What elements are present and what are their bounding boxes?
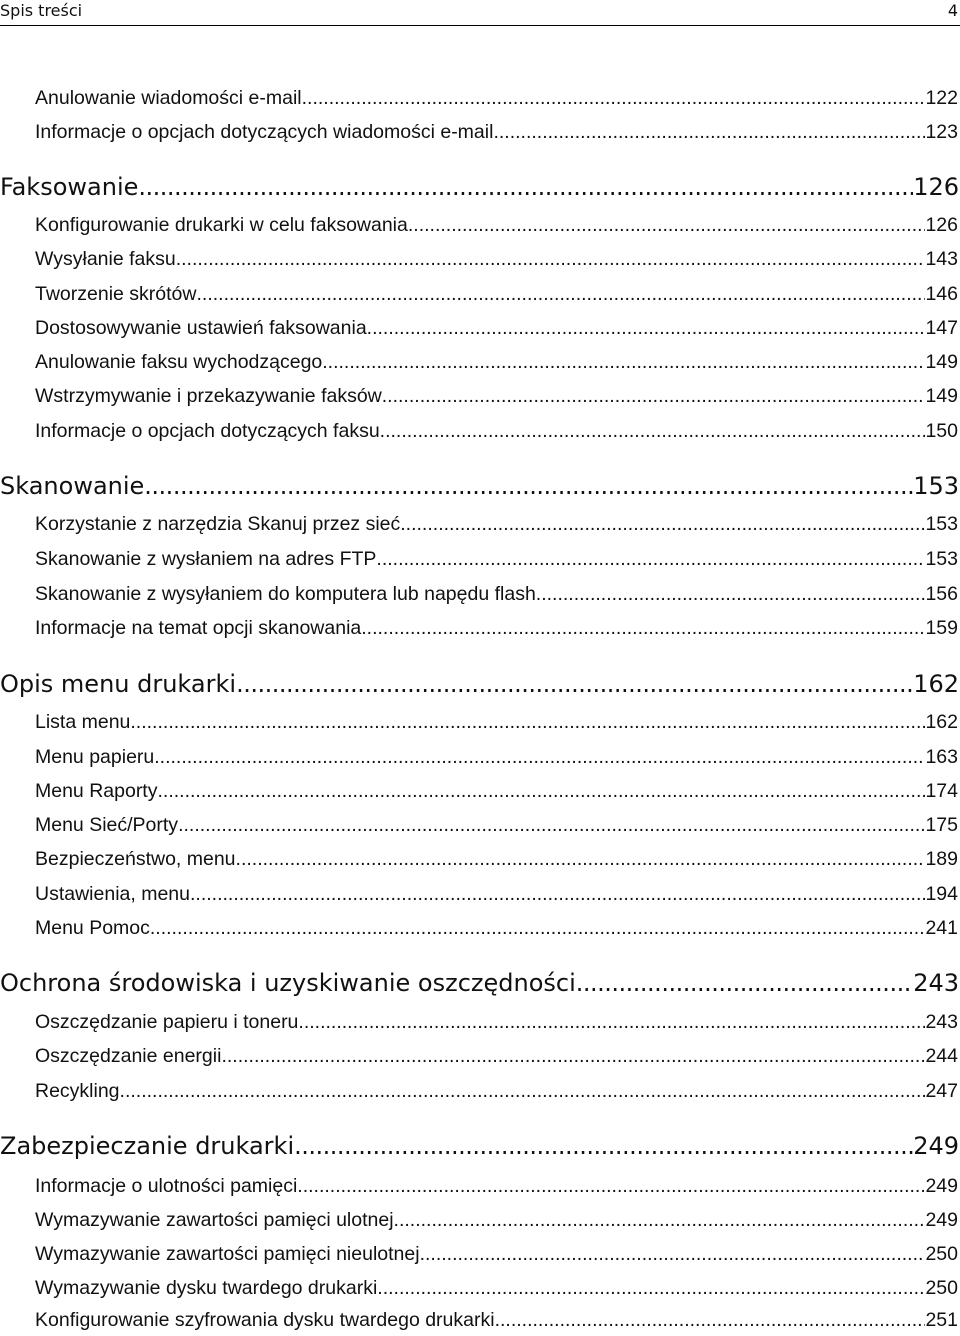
toc-dot-leader [394,1205,926,1235]
toc-dot-leader [576,965,913,1001]
toc-entry-page-number: 162 [925,711,958,733]
toc-section-entry[interactable] [35,509,958,539]
toc-entry-title: Informacje o ulotności pamięci [35,1175,298,1197]
toc-entry-page-number: 147 [925,317,958,339]
toc-dot-leader [302,83,926,113]
toc-dot-leader [294,1128,913,1164]
toc-entry-page-number: 153 [925,548,958,570]
toc-entry-title: Wysyłanie faksu [35,248,176,270]
toc-dot-leader [138,169,913,205]
toc-entry-title: Ustawienia, menu [35,883,190,905]
toc-chapter-entry[interactable] [0,169,959,205]
toc-entry-title: Konfigurowanie drukarki w celu faksowania [35,214,408,236]
toc-section-entry[interactable] [35,347,958,377]
toc-entry-title: Tworzenie skrótów [35,283,197,305]
toc-chapter-entry[interactable] [0,1128,959,1164]
toc-entry-title: Informacje na temat opcji skanowania [35,617,362,639]
toc-section-entry[interactable] [35,810,958,840]
toc-entry-page-number: 126 [925,214,958,236]
toc-section-entry[interactable] [35,879,958,909]
toc-section-entry[interactable] [35,1205,958,1235]
toc-entry-title: Wymazywanie zawartości pamięci nieulotnej [35,1243,420,1265]
header-title: Spis treści [0,1,83,20]
toc-dot-leader [178,810,925,840]
toc-entry-page-number: 175 [925,814,958,836]
toc-entry-title: Korzystanie z narzędzia Skanuj przez sieć [35,513,401,535]
toc-entry-page-number: 249 [913,1132,959,1160]
toc-section-entry[interactable] [35,1273,958,1303]
toc-section-entry[interactable] [35,1171,958,1201]
toc-section-entry[interactable] [35,210,958,240]
toc-dot-leader [322,347,925,377]
toc-dot-leader [382,381,926,411]
toc-entry-title: Konfigurowanie szyfrowania dysku twardego drukarki [35,1309,495,1331]
toc-entry-title: Bezpieczeństwo, menu [35,848,236,870]
toc-section-entry[interactable] [35,776,958,806]
toc-dot-leader [157,776,925,806]
toc-entry-page-number: 249 [925,1175,958,1197]
toc-dot-leader [196,279,925,309]
toc-entry-title: Anulowanie wiadomości e-mail [35,87,302,109]
toc-dot-leader [190,879,925,909]
toc-entry-title: Oszczędzanie energii [35,1045,222,1067]
toc-entry-title: Skanowanie z wysłaniem na adres FTP [35,548,377,570]
toc-entry-title: Oszczędzanie papieru i toneru [35,1011,299,1033]
toc-entry-page-number: 122 [925,87,958,109]
toc-section-entry[interactable] [35,279,958,309]
toc-entry-page-number: 126 [913,173,959,201]
toc-dot-leader [150,913,926,943]
toc-entry-title: Informacje o opcjach dotyczących wiadomości e-mail [35,121,494,143]
toc-dot-leader [236,666,913,702]
toc-entry-page-number: 174 [925,780,958,802]
toc-entry-page-number: 143 [925,248,958,270]
toc-entry-page-number: 250 [925,1277,958,1299]
toc-section-entry[interactable] [35,244,958,274]
toc-section-entry[interactable] [35,1239,958,1269]
toc-section-entry[interactable] [35,416,958,446]
toc-entry-title: Menu papieru [35,746,155,768]
toc-section-entry[interactable] [35,1041,958,1071]
toc-entry-page-number: 189 [925,848,958,870]
toc-section-entry[interactable] [35,707,958,737]
toc-dot-leader [408,210,926,240]
toc-entry-title: Wymazywanie zawartości pamięci ulotnej [35,1209,394,1231]
toc-entry-page-number: 149 [925,385,958,407]
toc-entry-page-number: 150 [925,420,958,442]
toc-entry-page-number: 153 [925,513,958,535]
toc-section-entry[interactable] [35,544,958,574]
toc-entry-page-number: 247 [925,1080,958,1102]
toc-entry-page-number: 163 [925,746,958,768]
toc-section-entry[interactable] [35,381,958,411]
toc-section-entry[interactable] [35,844,958,874]
toc-section-entry[interactable] [35,742,958,772]
toc-entry-title: Informacje o opcjach dotyczących faksu [35,420,380,442]
toc-dot-leader [221,1041,925,1071]
toc-entry-title: Faksowanie [0,173,139,201]
toc-entry-title: Skanowanie [0,472,145,500]
toc-entry-page-number: 146 [925,283,958,305]
toc-entry-title: Menu Sieć/Porty [35,814,179,836]
toc-dot-leader [361,613,925,643]
toc-entry-title: Wymazywanie dysku twardego drukarki [35,1277,378,1299]
toc-entry-page-number: 156 [925,583,958,605]
toc-dot-leader [376,544,925,574]
toc-entry-title: Dostosowywanie ustawień faksowania [35,317,367,339]
toc-dot-leader [495,1305,926,1335]
toc-entry-page-number: 250 [925,1243,958,1265]
toc-dot-leader [400,509,925,539]
toc-section-entry[interactable] [35,1305,958,1335]
toc-entry-title: Wstrzymywanie i przekazywanie faksów [35,385,382,407]
toc-entry-title: Opis menu drukarki [0,670,237,698]
toc-entry-title: Menu Pomoc [35,917,150,939]
toc-dot-leader [420,1239,926,1269]
toc-section-entry[interactable] [35,1076,958,1106]
toc-chapter-entry[interactable] [0,666,959,702]
toc-dot-leader [120,1076,926,1106]
toc-entry-page-number: 162 [913,670,959,698]
toc-entry-page-number: 194 [925,883,958,905]
toc-section-entry[interactable] [35,313,958,343]
toc-dot-leader [367,313,926,343]
toc-entry-title: Anulowanie faksu wychodzącego [35,351,323,373]
toc-section-entry[interactable] [35,613,958,643]
toc-entry-page-number: 249 [925,1209,958,1231]
toc-dot-leader [536,579,926,609]
toc-section-entry[interactable] [35,1007,958,1037]
toc-dot-leader [493,117,925,147]
toc-entry-title: Skanowanie z wysyłaniem do komputera lub napędu flash [35,583,536,605]
toc-dot-leader [298,1007,925,1037]
toc-dot-leader [154,742,925,772]
toc-entry-title: Recykling [35,1080,120,1102]
toc-entry-title: Lista menu [35,711,131,733]
toc-dot-leader [236,844,926,874]
toc-entry-page-number: 243 [913,969,959,997]
toc-entry-page-number: 244 [925,1045,958,1067]
toc-section-entry[interactable] [35,83,958,113]
toc-dot-leader [130,707,925,737]
toc-dot-leader [380,416,926,446]
toc-dot-leader [176,244,926,274]
toc-entry-title: Zabezpieczanie drukarki [0,1132,295,1160]
toc-entry-page-number: 243 [925,1011,958,1033]
toc-chapter-entry[interactable] [0,468,959,504]
toc-entry-page-number: 149 [925,351,958,373]
toc-entry-page-number: 153 [913,472,959,500]
toc-entry-page-number: 241 [925,917,958,939]
toc-section-entry[interactable] [35,117,958,147]
toc-dot-leader [297,1171,925,1201]
toc-section-entry[interactable] [35,913,958,943]
toc-chapter-entry[interactable] [0,965,959,1001]
toc-dot-leader [377,1273,925,1303]
toc-entry-page-number: 159 [925,617,958,639]
toc-entry-page-number: 251 [925,1309,958,1331]
toc-entry-title: Menu Raporty [35,780,158,802]
toc-entry-page-number: 123 [925,121,958,143]
toc-section-entry[interactable] [35,579,958,609]
toc-entry-title: Ochrona środowiska i uzyskiwanie oszczędności [0,969,576,997]
header-page-number: 4 [947,1,958,20]
toc-dot-leader [144,468,913,504]
